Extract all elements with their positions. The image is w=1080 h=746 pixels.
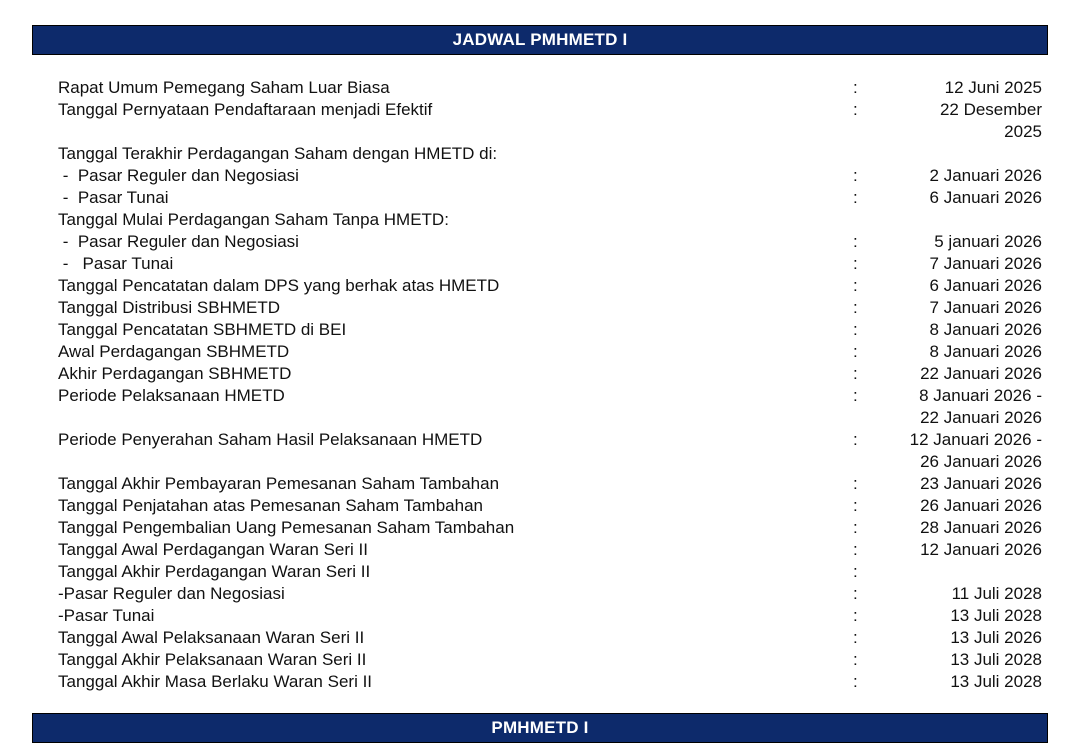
schedule-row [58, 275, 1043, 297]
row-date: 13 Juli 2028 [950, 606, 1042, 625]
row-colon: : [853, 496, 858, 515]
row-date: 8 Januari 2026 - 22 Januari 2026 [919, 386, 1042, 427]
row-label: - Pasar Reguler dan Negosiasi [58, 166, 299, 185]
row-colon: : [853, 166, 858, 185]
schedule-row [58, 253, 1043, 275]
row-date: 11 Juli 2028 [951, 584, 1042, 603]
row-label: -Pasar Reguler dan Negosiasi [58, 584, 285, 603]
row-date: 12 Januari 2026 - 26 Januari 2026 [909, 430, 1042, 471]
row-date: 2 Januari 2026 [929, 166, 1042, 185]
row-label: Tanggal Terakhir Perdagangan Saham dengan HMETD di: [58, 144, 498, 163]
row-date: 6 Januari 2026 [929, 276, 1042, 295]
row-colon: : [853, 78, 858, 97]
schedule-row [58, 627, 1043, 649]
row-label: - Pasar Tunai [58, 254, 174, 273]
schedule-row [58, 99, 1043, 143]
row-colon: : [853, 276, 858, 295]
schedule-row [58, 165, 1043, 187]
row-date: 12 Juni 2025 [944, 78, 1042, 97]
row-label: Tanggal Distribusi SBHMETD [58, 298, 281, 317]
row-date: 13 Juli 2026 [950, 628, 1042, 647]
schedule-table [58, 77, 1043, 693]
row-colon: : [853, 254, 858, 273]
row-label: Tanggal Awal Pelaksanaan Waran Seri II [58, 628, 365, 647]
row-label: Periode Pelaksanaan HMETD [58, 386, 285, 405]
row-date: 23 Januari 2026 [920, 474, 1042, 493]
row-date: 26 Januari 2026 [920, 496, 1042, 515]
schedule-row [58, 495, 1043, 517]
row-colon: : [853, 100, 858, 119]
row-date: 22 Desember 2025 [939, 100, 1042, 141]
row-colon: : [853, 320, 858, 339]
row-date: 7 Januari 2026 [929, 254, 1042, 273]
row-colon: : [853, 518, 858, 537]
schedule-row [58, 385, 1043, 429]
row-label: Rapat Umum Pemegang Saham Luar Biasa [58, 78, 390, 97]
row-label: -Pasar Tunai [58, 606, 155, 625]
row-label: Tanggal Mulai Perdagangan Saham Tanpa HMETD: [58, 210, 449, 229]
row-colon: : [853, 342, 858, 361]
row-date: 22 Januari 2026 [920, 364, 1042, 383]
row-date: 28 Januari 2026 [920, 518, 1042, 537]
row-label: Tanggal Pengembalian Uang Pemesanan Saham Tambahan [58, 518, 515, 537]
schedule-row [58, 429, 1043, 473]
row-colon: : [853, 540, 858, 559]
schedule-row [58, 605, 1043, 627]
row-colon: : [853, 672, 858, 691]
schedule-row [58, 231, 1043, 253]
row-label: Tanggal Pernyataan Pendaftaraan menjadi Efektif [58, 100, 433, 119]
schedule-row [58, 583, 1043, 605]
schedule-row [58, 77, 1043, 99]
schedule-section-heading [58, 143, 1043, 165]
schedule-row [58, 319, 1043, 341]
schedule-row [58, 539, 1043, 561]
schedule-row [58, 187, 1043, 209]
row-colon: : [853, 650, 858, 669]
row-label: Tanggal Pencatatan dalam DPS yang berhak atas HMETD [58, 276, 500, 295]
row-date: 8 Januari 2026 [929, 342, 1042, 361]
row-label: Awal Perdagangan SBHMETD [58, 342, 290, 361]
row-colon: : [853, 386, 858, 405]
row-date: 7 Januari 2026 [929, 298, 1042, 317]
row-label: Tanggal Pencatatan SBHMETD di BEI [58, 320, 347, 339]
row-colon: : [853, 364, 858, 383]
row-colon: : [853, 606, 858, 625]
section-title: PMHMETD I [32, 713, 1048, 743]
row-label: Periode Penyerahan Saham Hasil Pelaksanaan HMETD [58, 430, 483, 449]
schedule-row [58, 473, 1043, 495]
row-label: - Pasar Reguler dan Negosiasi [58, 232, 299, 251]
row-colon: : [853, 474, 858, 493]
schedule-row [58, 363, 1043, 385]
row-label: Tanggal Akhir Pelaksanaan Waran Seri II [58, 650, 367, 669]
row-label: Tanggal Akhir Pembayaran Pemesanan Saham Tambahan [58, 474, 500, 493]
row-colon: : [853, 584, 858, 603]
schedule-row [58, 561, 1043, 583]
row-colon: : [853, 188, 858, 207]
row-label: Tanggal Akhir Masa Berlaku Waran Seri II [58, 672, 373, 691]
row-label: - Pasar Tunai [58, 188, 169, 207]
row-colon: : [853, 430, 858, 449]
schedule-row [58, 517, 1043, 539]
schedule-row [58, 297, 1043, 319]
row-colon: : [853, 232, 858, 251]
row-label: Tanggal Penjatahan atas Pemesanan Saham Tambahan [58, 496, 483, 515]
row-date: 5 januari 2026 [934, 232, 1042, 251]
row-colon: : [853, 298, 858, 317]
schedule-row [58, 341, 1043, 363]
row-colon: : [853, 628, 858, 647]
row-label: Tanggal Akhir Perdagangan Waran Seri II [58, 562, 371, 581]
schedule-section-heading [58, 209, 1043, 231]
row-date: 12 Januari 2026 [920, 540, 1042, 559]
row-date: 13 Juli 2028 [950, 672, 1042, 691]
row-label: Tanggal Awal Perdagangan Waran Seri II [58, 540, 368, 559]
schedule-title: JADWAL PMHMETD I [32, 25, 1048, 55]
row-date: 13 Juli 2028 [950, 650, 1042, 669]
schedule-row [58, 671, 1043, 693]
row-colon: : [853, 562, 858, 581]
row-date: 8 Januari 2026 [929, 320, 1042, 339]
schedule-row [58, 649, 1043, 671]
row-date: 6 Januari 2026 [929, 188, 1042, 207]
row-label: Akhir Perdagangan SBHMETD [58, 364, 292, 383]
